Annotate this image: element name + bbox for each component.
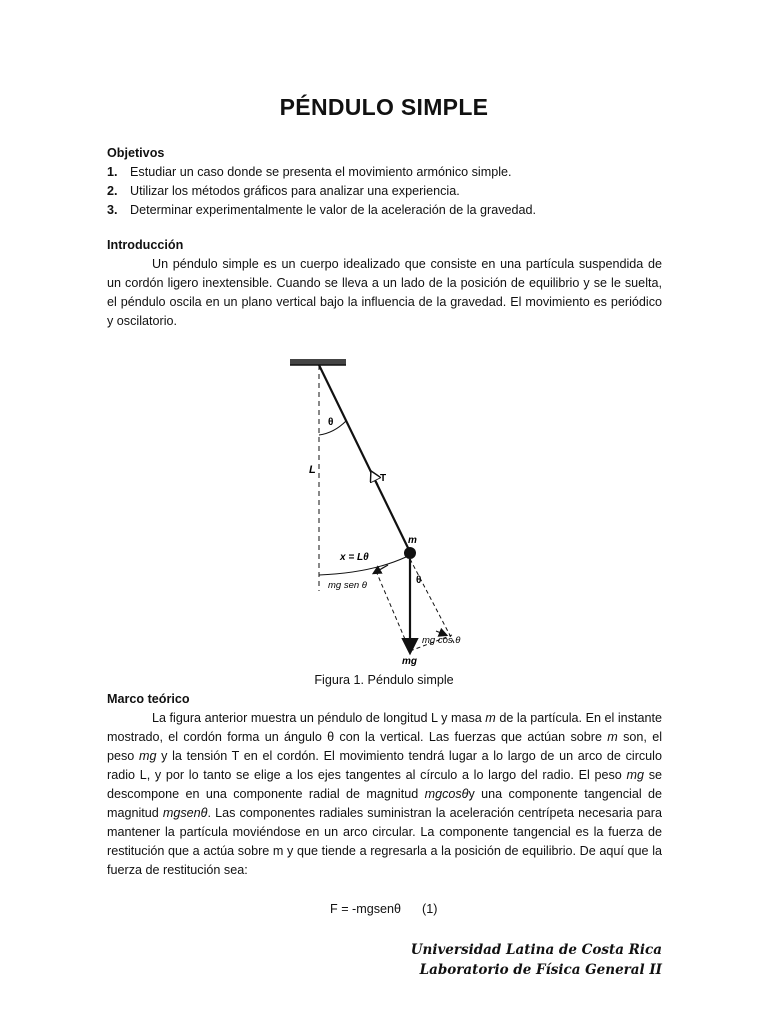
marco-heading: Marco teórico <box>107 692 190 706</box>
list-item <box>107 182 662 201</box>
label-T: T <box>380 473 387 484</box>
objetivos-section <box>107 144 662 220</box>
formula-1 <box>330 902 437 916</box>
list-item-number: 3. <box>107 203 118 217</box>
text-run: y la tensión T en el cordón. El movimiento tendrá lugar a lo largo de un arco de circulo radio L, y por lo tanto se elige a los ejes tangentes al círculo a lo largo del radio. El peso <box>107 749 662 782</box>
label-m: m <box>408 535 417 546</box>
label-theta-low: θ <box>416 575 422 586</box>
text-run: se descompone en una componente radial de magnitud <box>107 768 663 801</box>
marco-paragraph <box>107 709 662 880</box>
tangential-dashed <box>376 571 410 651</box>
text-run-italic: m <box>607 730 618 744</box>
text-run-italic: mg <box>626 768 644 782</box>
text-run-italic: mg <box>138 749 157 763</box>
label-mgsen: mg sen θ <box>328 580 367 591</box>
marco-section <box>107 690 662 880</box>
objetivos-list <box>107 163 662 220</box>
label-mgcos: mg cos θ <box>422 635 461 646</box>
list-item <box>107 201 662 220</box>
list-item-number: 1. <box>107 165 118 179</box>
label-theta-top: θ <box>328 417 334 428</box>
text-run: de la partícula. En el instante mostrado, el cordón forma un ángulo θ con la vertical. Las fuerzas que actúan sobre <box>107 711 662 744</box>
footer-university: Universidad Latina de Costa Rica <box>410 942 662 958</box>
pendulum-diagram <box>276 355 498 673</box>
ceiling-support <box>290 359 346 365</box>
footer-lab: Laboratorio de Física General II <box>419 962 662 978</box>
label-mg: mg <box>402 656 417 667</box>
text-run: . Las componentes radiales suministran la aceleración centrípeta necesaria para mantener la partícula moviéndose en un arco circular. La componente tangencial es la fuerza de restitución que a actúa sobre m y que tiende a regresarla a la posición de equilibrio. De aquí que la fuerza de restitución sea: <box>107 806 662 877</box>
pendulum-figure <box>276 355 498 673</box>
list-item <box>107 163 662 182</box>
formula-expression: F = -mgsenθ <box>330 902 402 916</box>
text-run: y una componente tangencial de magnitud <box>107 787 662 820</box>
text-run: son, el peso <box>107 730 662 763</box>
introduccion-paragraph: Un péndulo simple es un cuerpo idealizado que consiste en una partícula suspendida de un cordón ligero inextensible. Cuando se lleva a un lado de la posición de equilibrio y se le suelta, el péndulo oscila en un plano vertical bajo la influencia de la gravedad. El movimiento es periódico y oscilatorio. <box>107 257 662 328</box>
figure-caption: Figura 1. Péndulo simple <box>314 673 454 687</box>
pendulum-cord <box>319 365 410 552</box>
text-run-italic: mgsenθ <box>162 806 208 820</box>
formula-number: (1) <box>422 902 438 916</box>
list-item-text: Estudiar un caso donde se presenta el movimiento armónico simple. <box>130 165 512 179</box>
text-run: La figura anterior muestra un péndulo de longitud L y masa <box>152 711 486 725</box>
text-run-italic: m <box>485 711 496 725</box>
list-item-text: Determinar experimentalmente le valor de la aceleración de la gravedad. <box>130 203 537 217</box>
label-x: x = Lθ <box>340 552 369 563</box>
list-item-number: 2. <box>107 184 118 198</box>
radial-dashed <box>410 559 454 643</box>
label-L: L <box>309 464 316 476</box>
text-run-italic: mgcosθ <box>424 787 469 801</box>
tension-arrow <box>372 473 378 485</box>
introduccion-section <box>107 236 662 331</box>
page-title: PÉNDULO SIMPLE <box>279 94 489 120</box>
objetivos-heading: Objetivos <box>107 146 165 160</box>
introduccion-heading: Introducción <box>107 238 184 252</box>
list-item-text: Utilizar los métodos gráficos para analizar una experiencia. <box>130 184 460 198</box>
page-footer <box>411 940 662 980</box>
